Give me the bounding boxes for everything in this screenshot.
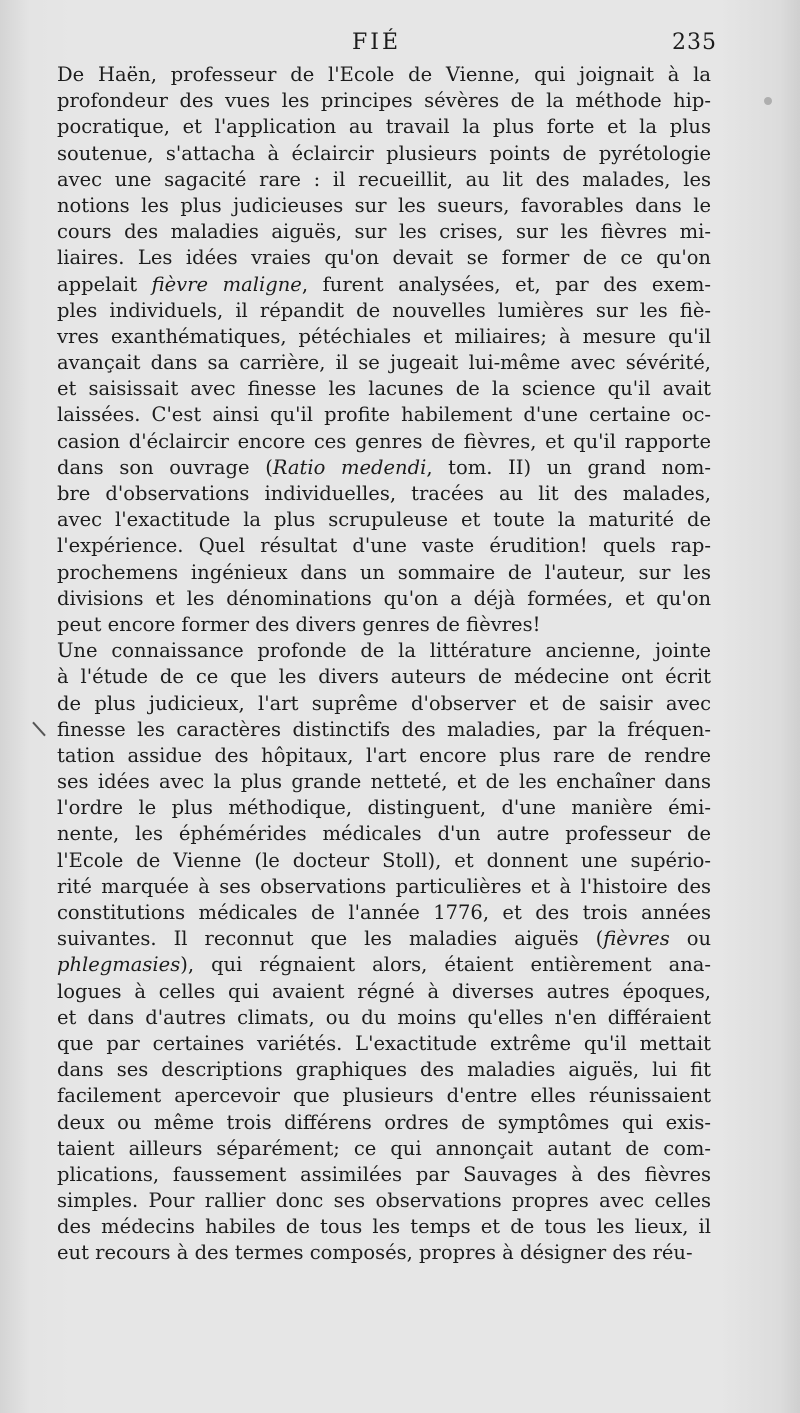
text-line: nente, les éphémérides médicales d'un autre professeur de [57, 822, 711, 846]
text-line: l'expérience. Quel résultat d'une vaste érudition! quels rap- [57, 534, 711, 558]
text-line: divisions et les dénominations qu'on a déjà formées, et qu'on [57, 586, 711, 610]
text-line: Une connaissance profonde de la littérature ancienne, jointe [57, 639, 711, 663]
text-line: deux ou même trois différens ordres de symptômes qui exis- [57, 1110, 711, 1134]
text-line: taient ailleurs séparément; ce qui annonçait autant de com- [57, 1136, 711, 1160]
text-line: l'Ecole de Vienne (le docteur Stoll), et donnent une supério- [57, 848, 711, 872]
text-line: constitutions médicales de l'année 1776, et des trois années [57, 901, 711, 924]
text-line: finesse les caractères distinctifs des maladies, par la fréquen- [57, 717, 711, 741]
text-run: suivantes. Il reconnut que les maladies aiguës ( [57, 927, 604, 951]
text-run: ), qui régnaient alors, étaient entièrement ana- [180, 953, 711, 977]
text-line: de plus judicieux, l'art suprême d'observer et de saisir avec [57, 691, 711, 715]
text-line: De Haën, professeur de l'Ecole de Vienne, qui joignait à la [57, 63, 711, 86]
text-line: profondeur des vues les principes sévères de la méthode hip- [57, 89, 711, 113]
text-line [57, 952, 711, 978]
text-line: peut encore former des divers genres de fièvres! [57, 612, 541, 636]
text-line: liaires. Les idées vraies qu'on devait se former de ce qu'on [57, 246, 711, 270]
text-line: avançait dans sa carrière, il se jugeait lui-même avec sévérité, [57, 351, 711, 375]
text-run: ou [669, 927, 712, 951]
text-line: des médecins habiles de tous les temps et de tous les lieux, il [57, 1215, 711, 1239]
italic-run: Ratio medendi [272, 455, 427, 479]
text-line: vres exanthématiques, pétéchiales et miliaires; à mesure qu'il [57, 324, 711, 348]
text-line: eut recours à des termes composés, propres à désigner des réu- [57, 1241, 693, 1265]
text-line: avec une sagacité rare : il recueillit, au lit des malades, les [57, 167, 711, 191]
text-line [57, 455, 711, 481]
text-line: casion d'éclaircir encore ces genres de fièvres, et qu'il rapporte [57, 429, 711, 453]
text-line: plications, faussement assimilées par Sauvages à des fièvres [57, 1162, 711, 1186]
text-line: laissées. C'est ainsi qu'il profite habilement d'une certaine oc- [57, 403, 711, 427]
paper-spot [764, 97, 772, 105]
text-run: , furent analysées, et, par des exem- [301, 272, 711, 296]
text-line: simples. Pour rallier donc ses observations propres avec celles [57, 1189, 711, 1213]
text-line: dans ses descriptions graphiques des maladies aiguës, lui fit [57, 1058, 711, 1082]
text-line: tation assidue des hôpitaux, l'art encore plus rare de rendre [57, 743, 711, 767]
text-line: pocratique, et l'application au travail la plus forte et la plus [57, 115, 711, 139]
text-line: que par certaines variétés. L'exactitude extrême qu'il mettait [57, 1031, 711, 1055]
text-line: et dans d'autres climats, ou du moins qu'elles n'en différaient [57, 1005, 711, 1029]
text-line: ples individuels, il répandit de nouvelles lumières sur les fiè- [57, 298, 711, 322]
text-line: et saisissait avec finesse les lacunes de la science qu'il avait [57, 377, 711, 401]
italic-run: fièvre maligne [151, 272, 302, 296]
text-line: facilement apercevoir que plusieurs d'entre elles réunissaient [57, 1084, 711, 1108]
text-line: prochemens ingénieux dans un sommaire de l'auteur, sur les [57, 560, 711, 584]
body-text [57, 62, 711, 1267]
text-line: bre d'observations individuelles, tracées au lit des malades, [57, 482, 711, 505]
text-line: à l'étude de ce que les divers auteurs de médecine ont écrit [57, 665, 711, 689]
page-number: 235 [672, 30, 717, 55]
text-line: rité marquée à ses observations particulières et à l'histoire des [57, 874, 711, 898]
text-run: dans son ouvrage ( [57, 455, 273, 479]
margin-pencil-mark [32, 722, 46, 737]
text-line [57, 272, 711, 298]
text-line: l'ordre le plus méthodique, distinguent, d'une manière émi- [57, 796, 711, 820]
text-line: notions les plus judicieuses sur les sueurs, favorables dans le [57, 193, 711, 217]
running-head [0, 30, 800, 60]
text-line [57, 926, 711, 952]
text-line: ses idées avec la plus grande netteté, et de les enchaîner dans [57, 770, 711, 794]
text-line: soutenue, s'attacha à éclaircir plusieurs points de pyrétologie [57, 141, 711, 165]
text-line: avec l'exactitude la plus scrupuleuse et toute la maturité de [57, 508, 711, 532]
italic-run: fièvres [603, 927, 670, 951]
running-head-title: FIÉ [352, 30, 402, 55]
text-line: logues à celles qui avaient régné à diverses autres époques, [57, 979, 711, 1003]
text-run: , tom. II) un grand nom- [426, 455, 711, 479]
text-run: appelait [57, 272, 152, 296]
italic-run: phlegmasies [57, 953, 181, 977]
text-line: cours des maladies aiguës, sur les crises, sur les fièvres mi- [57, 220, 711, 244]
